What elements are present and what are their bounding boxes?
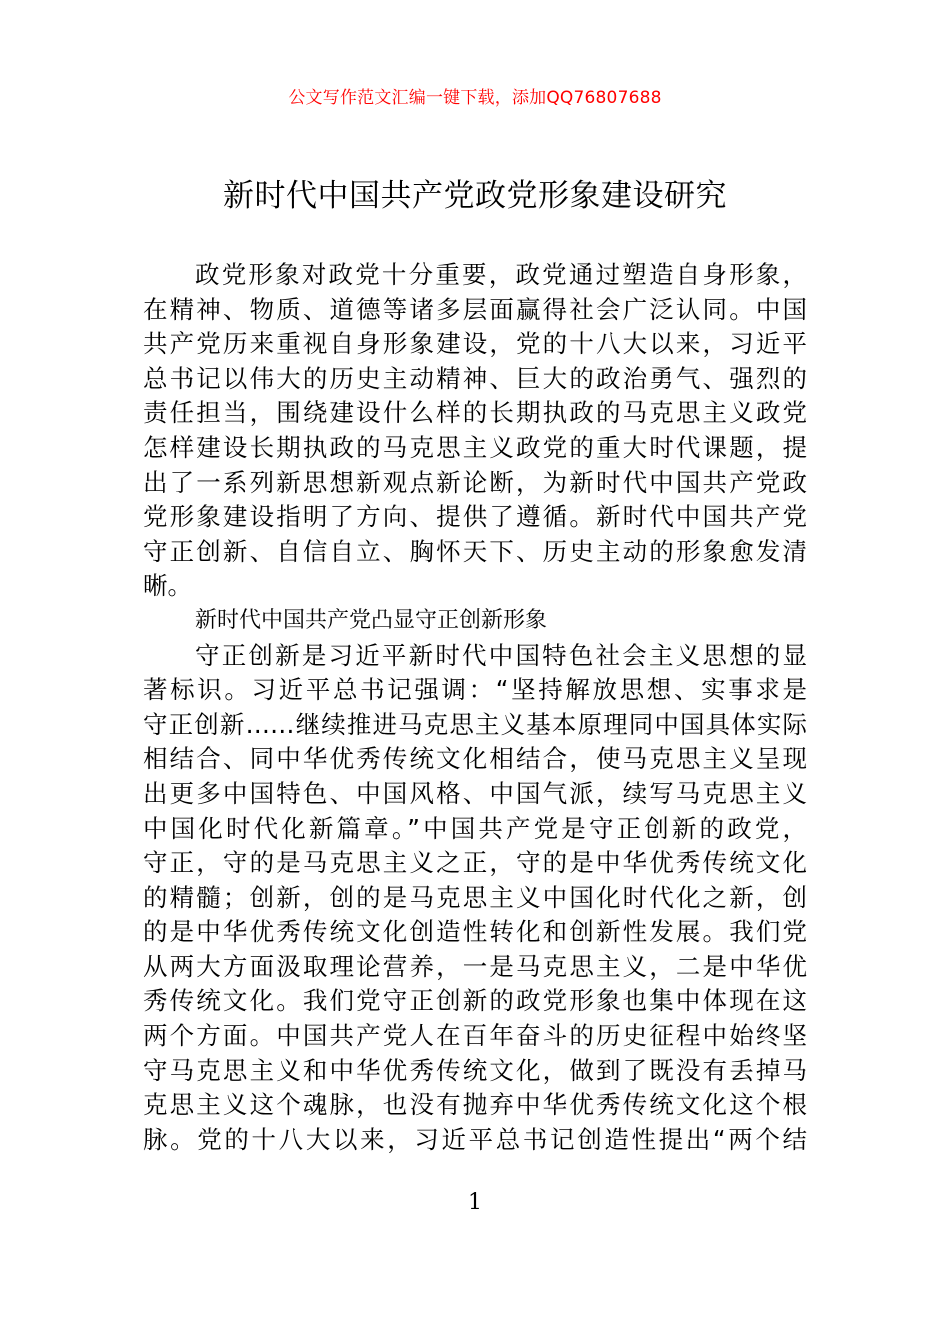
paragraph-line: 政党形象对政党十分重要，政党通过塑造自身形象，	[195, 260, 807, 289]
download-promo-note: 公文写作范文汇编一键下载，添加QQ76807688	[288, 88, 662, 108]
paragraph-line: 出更多中国特色、中国风格、中国气派，续写马克思主义	[143, 778, 807, 808]
paragraph-line: 责任担当，围绕建设什么样的长期执政的马克思主义政党	[143, 398, 807, 428]
paragraph-line: 怎样建设长期执政的马克思主义政党的重大时代课题，提	[143, 432, 807, 462]
paragraph-line: 党形象建设指明了方向、提供了遵循。新时代中国共产党	[143, 502, 807, 532]
paragraph-line: 秀传统文化。我们党守正创新的政党形象也集中体现在这	[143, 986, 807, 1016]
paragraph-line: 守正创新是习近平新时代中国特色社会主义思想的显	[195, 640, 807, 670]
paragraph-line: 在精神、物质、道德等诸多层面赢得社会广泛认同。中国	[143, 294, 807, 324]
paragraph-line: 守正，守的是马克思主义之正，守的是中华优秀传统文化	[143, 848, 807, 878]
paragraph-line: 晰。	[143, 571, 192, 601]
paragraph-line: 守正创新……继续推进马克思主义基本原理同中国具体实际	[143, 709, 807, 739]
paragraph-line: 共产党历来重视自身形象建设，党的十八大以来，习近平	[143, 329, 807, 359]
paragraph-line: 相结合、同中华优秀传统文化相结合，使马克思主义呈现	[143, 744, 807, 774]
section-heading: 新时代中国共产党凸显守正创新形象	[195, 607, 548, 633]
paragraph-line: 脉。党的十八大以来，习近平总书记创造性提出“两个结	[143, 1124, 807, 1154]
paragraph-line: 著标识。习近平总书记强调：“坚持解放思想、实事求是	[143, 675, 807, 705]
paragraph-line: 的是中华优秀传统文化创造性转化和创新性发展。我们党	[143, 917, 807, 947]
paragraph-line: 克思主义这个魂脉，也没有抛弃中华优秀传统文化这个根	[143, 1090, 807, 1120]
paragraph-line: 的精髓；创新，创的是马克思主义中国化时代化之新，创	[143, 882, 807, 912]
paragraph-line: 两个方面。中国共产党人在百年奋斗的历史征程中始终坚	[143, 1021, 807, 1051]
paragraph-line: 中国化时代化新篇章。”中国共产党是守正创新的政党，	[143, 813, 807, 843]
paragraph-line: 出了一系列新思想新观点新论断，为新时代中国共产党政	[143, 467, 807, 497]
document-title: 新时代中国共产党政党形象建设研究	[223, 178, 727, 214]
paragraph-line: 从两大方面汲取理论营养，一是马克思主义，二是中华优	[143, 951, 807, 981]
page-number: 1	[468, 1190, 482, 1215]
paragraph-line: 总书记以伟大的历史主动精神、巨大的政治勇气、强烈的	[143, 363, 807, 393]
document-body	[143, 258, 807, 1157]
paragraph-line: 守正创新、自信自立、胸怀天下、历史主动的形象愈发清	[143, 536, 807, 566]
paragraph-line: 守马克思主义和中华优秀传统文化，做到了既没有丢掉马	[143, 1055, 807, 1085]
